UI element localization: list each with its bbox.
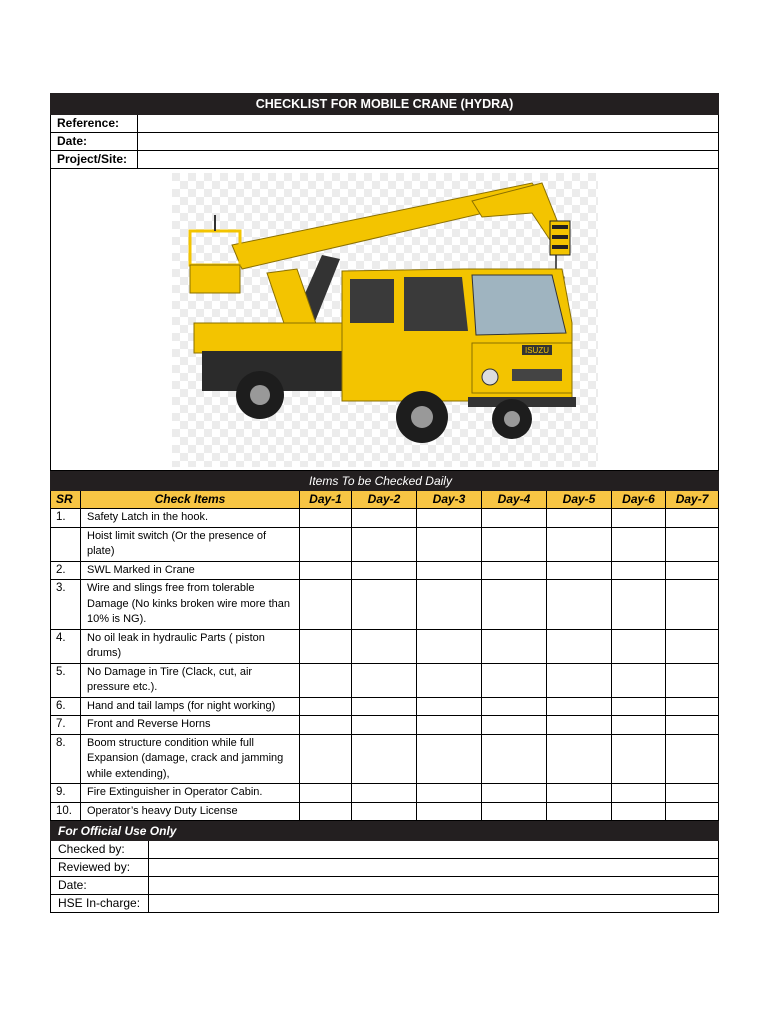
row-sr: 2. — [51, 561, 81, 580]
day-5-check-cell[interactable] — [547, 509, 612, 528]
check-items-header: Check Items — [81, 491, 300, 509]
day-3-check-cell[interactable] — [417, 509, 482, 528]
day-4-check-cell[interactable] — [482, 697, 547, 716]
mobile-crane-truck-image — [172, 173, 598, 467]
day-5-header: Day-5 — [547, 491, 612, 509]
table-row — [51, 580, 719, 630]
row-sr: 9. — [51, 784, 81, 803]
row-check-item: Safety Latch in the hook. — [81, 509, 300, 528]
day-6-check-cell[interactable] — [612, 784, 666, 803]
day-2-check-cell[interactable] — [352, 716, 417, 735]
day-3-header: Day-3 — [417, 491, 482, 509]
day-4-check-cell[interactable] — [482, 663, 547, 697]
row-sr: 10. — [51, 802, 81, 821]
day-7-check-cell[interactable] — [666, 784, 719, 803]
row-sr: 1. — [51, 509, 81, 528]
day-1-check-cell[interactable] — [300, 629, 352, 663]
header-table — [50, 93, 719, 471]
day-5-check-cell[interactable] — [547, 527, 612, 561]
sr-header: SR — [51, 491, 81, 509]
day-7-check-cell[interactable] — [666, 561, 719, 580]
items-section-title — [51, 472, 719, 491]
row-check-item: SWL Marked in Crane — [81, 561, 300, 580]
day-7-check-cell[interactable] — [666, 509, 719, 528]
day-2-check-cell[interactable] — [352, 629, 417, 663]
day-2-check-cell[interactable] — [352, 663, 417, 697]
date-label: Date: — [51, 133, 138, 151]
day-6-check-cell[interactable] — [612, 561, 666, 580]
day-1-check-cell[interactable] — [300, 509, 352, 528]
day-1-check-cell[interactable] — [300, 663, 352, 697]
reviewed-by-field[interactable] — [149, 859, 719, 877]
row-check-item: Hoist limit switch (Or the presence of plate) — [81, 527, 300, 561]
document-title: CHECKLIST FOR MOBILE CRANE (HYDRA) — [51, 94, 719, 115]
official-use-title: For Official Use Only — [51, 822, 719, 841]
table-row — [51, 509, 719, 528]
project-site-label: Project/Site: — [51, 151, 138, 169]
day-4-check-cell[interactable] — [482, 561, 547, 580]
day-5-check-cell[interactable] — [547, 561, 612, 580]
day-4-check-cell[interactable] — [482, 716, 547, 735]
day-3-check-cell[interactable] — [417, 716, 482, 735]
day-6-check-cell[interactable] — [612, 663, 666, 697]
check-rows — [51, 509, 719, 821]
row-check-item: Fire Extinguisher in Operator Cabin. — [81, 784, 300, 803]
row-check-item: Boom structure condition while full Expansion (damage, crack and jamming while extending), — [81, 734, 300, 784]
day-5-check-cell[interactable] — [547, 629, 612, 663]
day-4-check-cell[interactable] — [482, 784, 547, 803]
row-sr: 7. — [51, 716, 81, 735]
day-1-check-cell[interactable] — [300, 802, 352, 821]
table-row — [51, 527, 719, 561]
checked-by-field[interactable] — [149, 841, 719, 859]
day-1-check-cell[interactable] — [300, 561, 352, 580]
row-sr: 8. — [51, 734, 81, 784]
day-7-header: Day-7 — [666, 491, 719, 509]
checked-by-label: Checked by: — [51, 841, 149, 859]
day-1-check-cell[interactable] — [300, 734, 352, 784]
day-3-check-cell[interactable] — [417, 629, 482, 663]
day-4-header: Day-4 — [482, 491, 547, 509]
day-3-check-cell[interactable] — [417, 697, 482, 716]
table-row — [51, 561, 719, 580]
day-5-check-cell[interactable] — [547, 802, 612, 821]
day-3-check-cell[interactable] — [417, 802, 482, 821]
day-2-check-cell[interactable] — [352, 509, 417, 528]
day-5-check-cell[interactable] — [547, 580, 612, 630]
day-5-check-cell[interactable] — [547, 734, 612, 784]
row-check-item: No oil leak in hydraulic Parts ( piston drums) — [81, 629, 300, 663]
day-7-check-cell[interactable] — [666, 734, 719, 784]
day-6-check-cell[interactable] — [612, 527, 666, 561]
day-5-check-cell[interactable] — [547, 663, 612, 697]
day-6-check-cell[interactable] — [612, 716, 666, 735]
day-7-check-cell[interactable] — [666, 716, 719, 735]
table-row — [51, 629, 719, 663]
day-3-check-cell[interactable] — [417, 734, 482, 784]
day-2-check-cell[interactable] — [352, 580, 417, 630]
official-use-table — [50, 821, 719, 913]
day-2-check-cell[interactable] — [352, 697, 417, 716]
official-date-field[interactable] — [149, 877, 719, 895]
row-check-item: Hand and tail lamps (for night working) — [81, 697, 300, 716]
day-7-check-cell[interactable] — [666, 802, 719, 821]
row-check-item: Front and Reverse Horns — [81, 716, 300, 735]
day-1-check-cell[interactable] — [300, 716, 352, 735]
row-sr — [51, 527, 81, 561]
hse-incharge-field[interactable] — [149, 895, 719, 913]
row-check-item: Operator’s heavy Duty License — [81, 802, 300, 821]
day-4-check-cell[interactable] — [482, 527, 547, 561]
day-5-check-cell[interactable] — [547, 716, 612, 735]
table-row — [51, 697, 719, 716]
day-4-check-cell[interactable] — [482, 580, 547, 630]
day-4-check-cell[interactable] — [482, 802, 547, 821]
day-5-check-cell[interactable] — [547, 697, 612, 716]
reference-field[interactable] — [138, 115, 719, 133]
day-2-check-cell[interactable] — [352, 734, 417, 784]
day-2-check-cell[interactable] — [352, 784, 417, 803]
day-1-check-cell[interactable] — [300, 527, 352, 561]
day-6-check-cell[interactable] — [612, 734, 666, 784]
day-7-check-cell[interactable] — [666, 663, 719, 697]
brand-logo-text: ISUZU — [524, 345, 549, 355]
items-section-title-text: Items To be Checked Daily — [309, 474, 452, 488]
table-row — [51, 663, 719, 697]
reviewed-by-label: Reviewed by: — [51, 859, 149, 877]
table-row — [51, 784, 719, 803]
row-sr: 5. — [51, 663, 81, 697]
day-2-header: Day-2 — [352, 491, 417, 509]
day-5-check-cell[interactable] — [547, 784, 612, 803]
day-6-header: Day-6 — [612, 491, 666, 509]
crane-image-cell — [51, 169, 719, 471]
official-date-label: Date: — [51, 877, 149, 895]
day-2-check-cell[interactable] — [352, 561, 417, 580]
day-6-check-cell[interactable] — [612, 697, 666, 716]
day-2-check-cell[interactable] — [352, 527, 417, 561]
day-1-header: Day-1 — [300, 491, 352, 509]
day-4-check-cell[interactable] — [482, 734, 547, 784]
row-check-item: No Damage in Tire (Clack, cut, air pressure etc.). — [81, 663, 300, 697]
day-1-check-cell[interactable] — [300, 580, 352, 630]
row-sr: 4. — [51, 629, 81, 663]
day-3-check-cell[interactable] — [417, 663, 482, 697]
day-6-check-cell[interactable] — [612, 509, 666, 528]
row-sr: 3. — [51, 580, 81, 630]
day-4-check-cell[interactable] — [482, 509, 547, 528]
day-7-check-cell[interactable] — [666, 697, 719, 716]
day-6-check-cell[interactable] — [612, 580, 666, 630]
checklist-sheet — [50, 93, 718, 913]
daily-checks-table — [50, 471, 719, 821]
row-check-item: Wire and slings free from tolerable Damage (No kinks broken wire more than 10% is NG). — [81, 580, 300, 630]
day-4-check-cell[interactable] — [482, 629, 547, 663]
day-6-check-cell[interactable] — [612, 802, 666, 821]
table-row — [51, 734, 719, 784]
day-3-check-cell[interactable] — [417, 580, 482, 630]
day-1-check-cell[interactable] — [300, 784, 352, 803]
day-3-check-cell[interactable] — [417, 561, 482, 580]
day-1-check-cell[interactable] — [300, 697, 352, 716]
day-7-check-cell[interactable] — [666, 527, 719, 561]
row-sr: 6. — [51, 697, 81, 716]
project-site-field[interactable] — [138, 151, 719, 169]
table-row — [51, 716, 719, 735]
table-row — [51, 802, 719, 821]
day-3-check-cell[interactable] — [417, 527, 482, 561]
day-2-check-cell[interactable] — [352, 802, 417, 821]
date-field[interactable] — [138, 133, 719, 151]
day-3-check-cell[interactable] — [417, 784, 482, 803]
hse-incharge-label: HSE In-charge: — [51, 895, 149, 913]
day-7-check-cell[interactable] — [666, 580, 719, 630]
reference-label: Reference: — [51, 115, 138, 133]
day-6-check-cell[interactable] — [612, 629, 666, 663]
day-7-check-cell[interactable] — [666, 629, 719, 663]
